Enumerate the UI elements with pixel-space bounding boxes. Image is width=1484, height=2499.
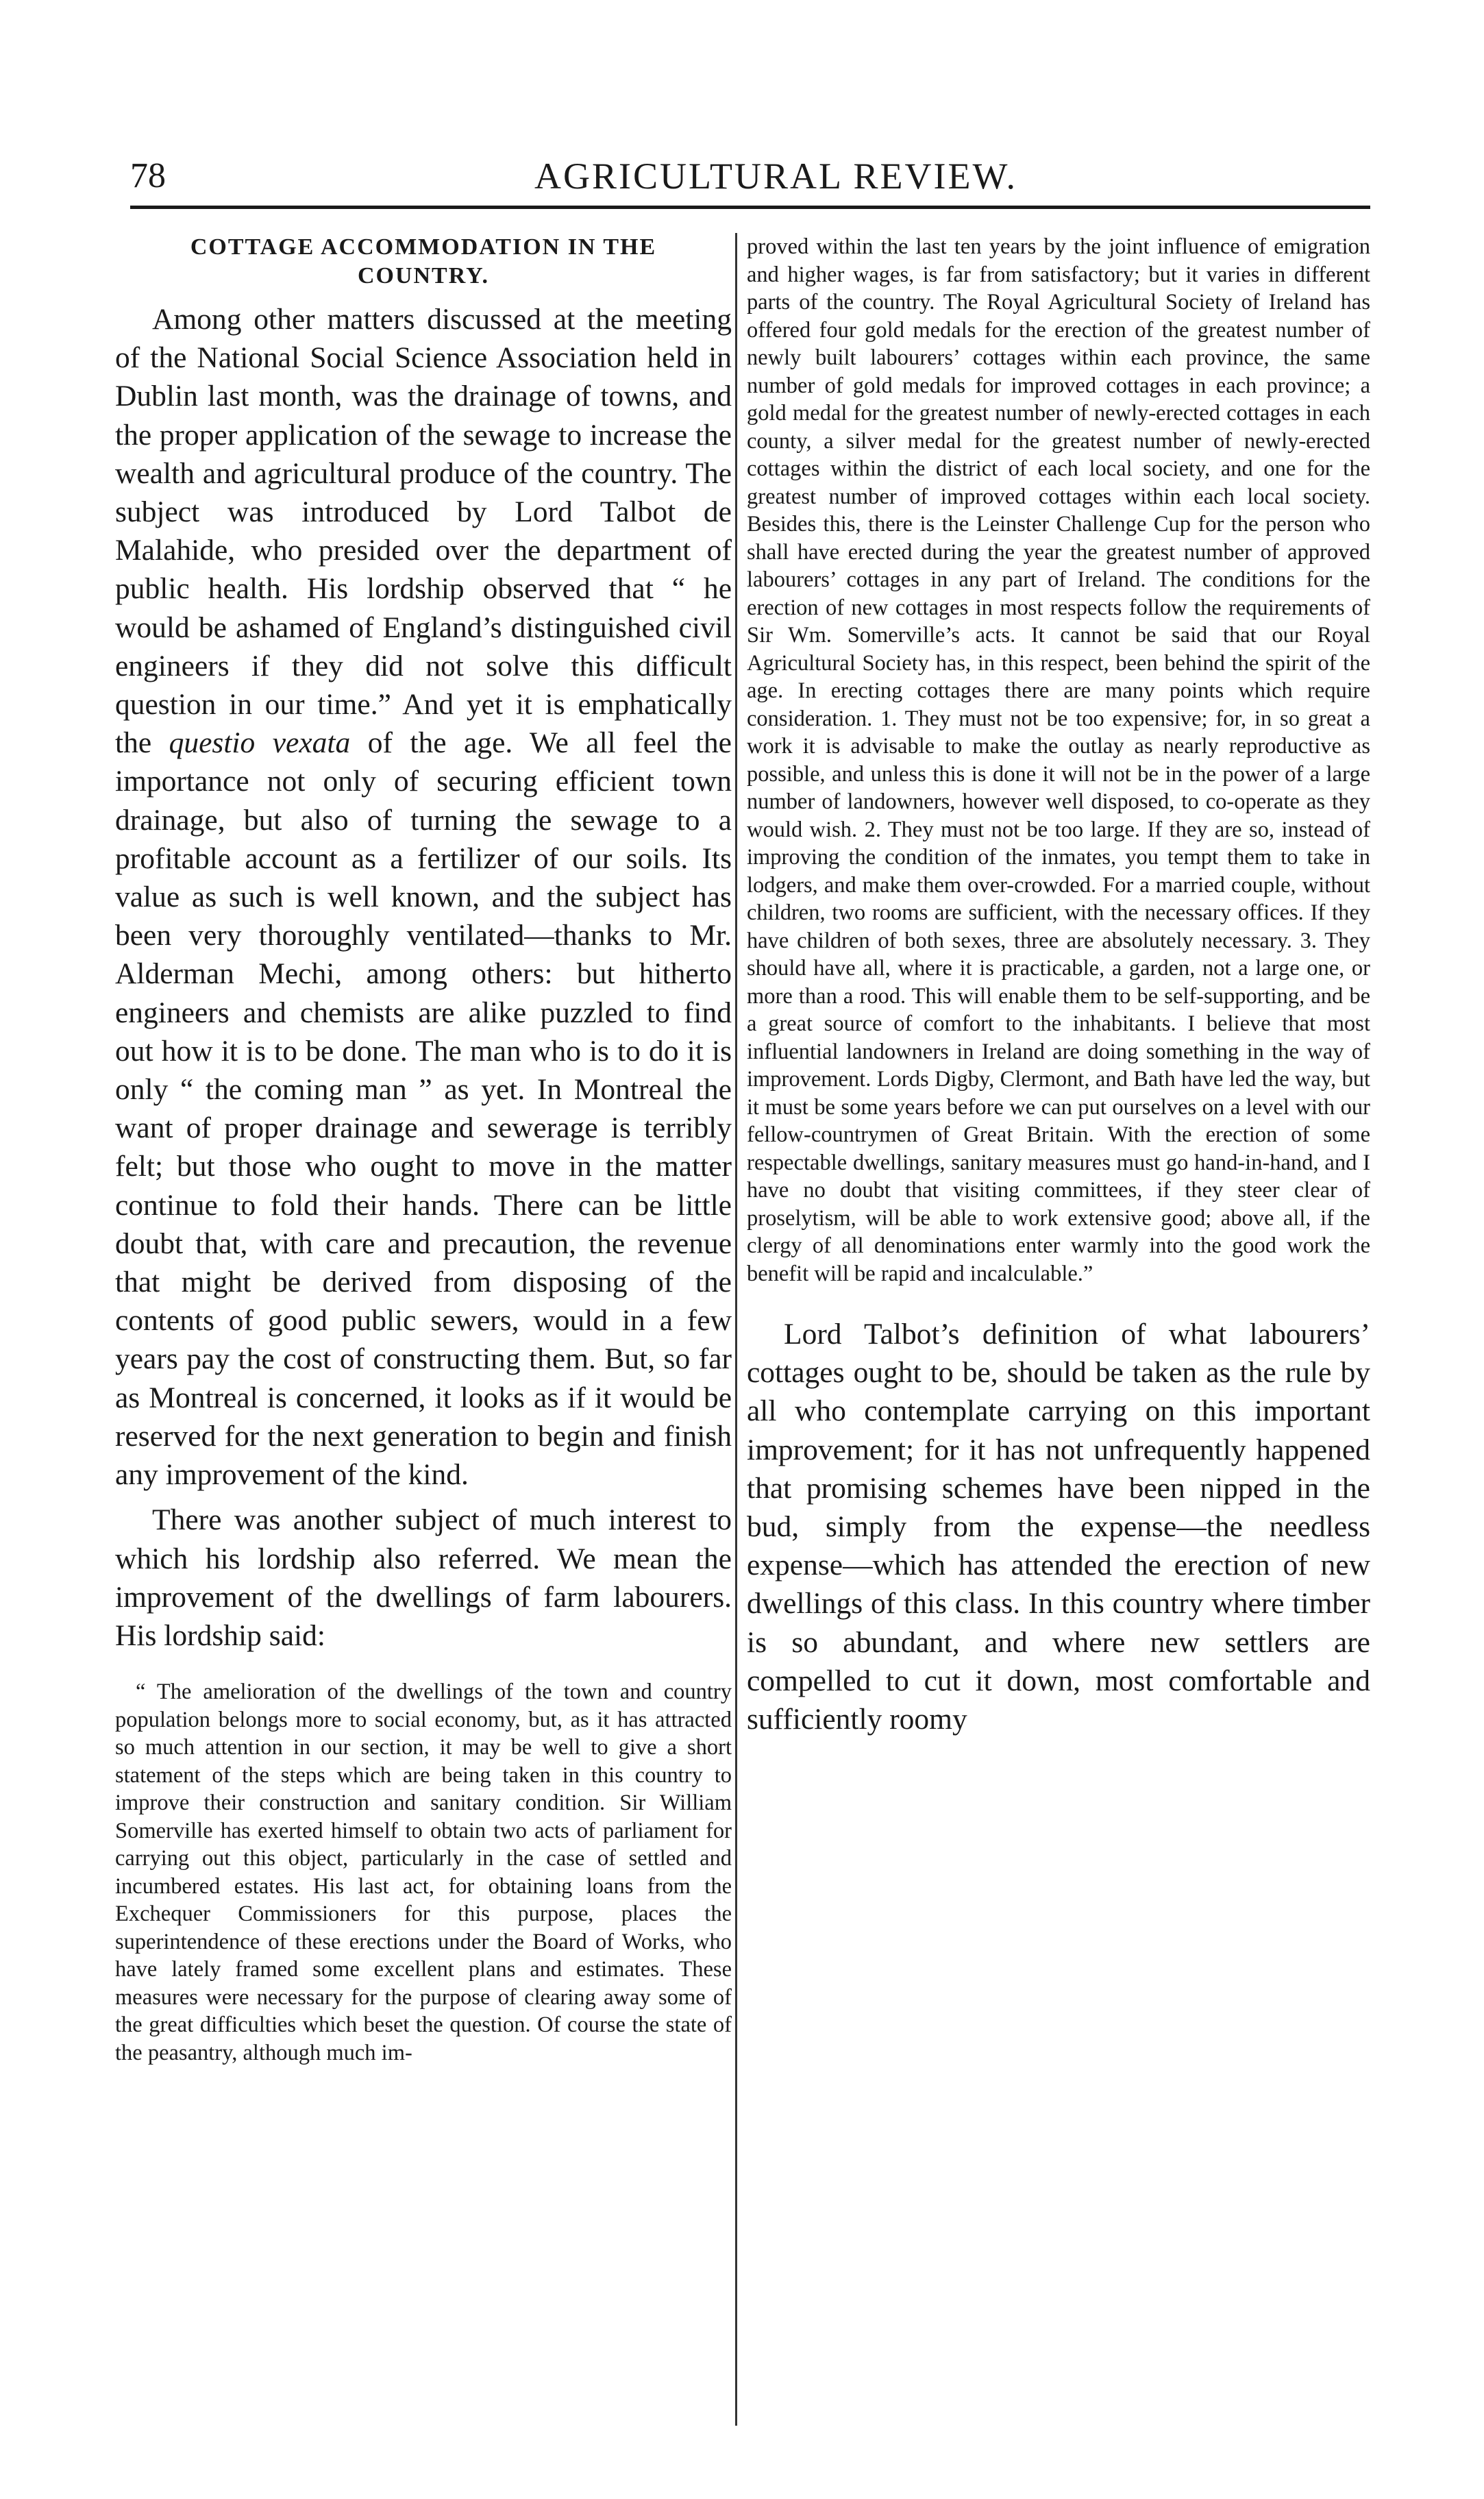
article-title: COTTAGE ACCOMMODATION IN THE COUNTRY. bbox=[190, 234, 657, 288]
right-column bbox=[747, 233, 1370, 1738]
page-number: 78 bbox=[130, 156, 166, 195]
latin-phrase: questio vexata bbox=[169, 726, 351, 760]
column-divider bbox=[735, 233, 737, 2426]
journal-title: AGRICULTURAL REVIEW. bbox=[534, 156, 1017, 197]
header-rule bbox=[130, 206, 1370, 209]
quotation-part2: proved within the last ten years by the joint influence of emigration and higher wages, is far from satisfactory; but it varies in different parts of the country. The Royal Agricultural Society of Ireland has offered four gold medals for the erection of the greatest number of newly built labourers’ cottages within each province, the same number of gold medals for improved cottages in each province; a gold medal for the greatest number of newly-erected cottages in each county, a silver medal for the greatest number of newly-erected cottages within the district of each local society, and one for the greatest number of improved cottages within each local society. Besides this, there is the Leinster Challenge Cup for the person who shall have erected during the year the greatest number of approved labourers’ cottages in any part of Ireland. The conditions for the erection of new cottages in most respects follow the requirements of Sir Wm. Somerville’s acts. It cannot be said that our Royal Agricultural Society has, in this respect, been behind the spirit of the age. In erecting cottages there are many points which require consideration. 1. They must not be too expensive; for, in so great a work it is advisable to make the outlay as nearly reproductive as possible, and unless this is done it will not be in the power of a large number of landowners, however well disposed, to co-operate as they would wish. 2. They must not be too large. If they are so, instead of improving the condition of the inmates, you tempt them to take in lodgers, and make them over-crowded. For a married couple, without children, two rooms are sufficient, with the necessary offices. If they have children of both sexes, three are absolutely necessary. 3. They should have all, where it is practicable, a garden, not a large one, or more than a rood. This will enable them to be self-supporting, and be a great source of comfort to the inhabitants. I believe that most influential landowners in Ireland are doing something in the way of improvement. Lords Digby, Clermont, and Bath have led the way, but it must be some years before we can put ourselves on a level with our fellow-countrymen of Great Britain. With the erection of some respectable dwellings, sanitary measures must go hand-in-hand, and I have no doubt that visiting committees, if they steer clear of proselytism, will be able to work extensive good; above all, if the clergy of all denominations enter warmly into the good work the benefit will be rapid and incalculable.” bbox=[747, 234, 1370, 1286]
paragraph-drainage-part1: Among other matters discussed at the meeting of the National Social Science Association held in Dublin last month, was the drainage of towns, and the proper application of the sewage to increase the wealth and agricultural produce of the country. The subject was introduced by Lord Talbot de Malahide, who presided over the department of public health. His lordship observed that “ he would be ashamed of England’s distinguished civil engineers if they did not solve this difficult question in our time.” And yet it is emphatically the bbox=[115, 303, 732, 760]
running-head bbox=[130, 152, 1363, 200]
paragraph-drainage bbox=[115, 300, 732, 1494]
left-column bbox=[115, 233, 732, 2067]
paragraph-drainage-part2: of the age. We all feel the importance not only of securing efficient town drainage, but also of turning the sewage to a profitable account as a fertilizer of our soils. Its value as such is well known, and the subject has been very thoroughly ventilated—thanks to Mr. Alderman Mechi, among others: but hitherto engineers and chemists are alike puzzled to find out how it is to be done. The man who is to do it is only “ the coming man ” as yet. In Montreal the want of proper drainage and sewerage is terribly felt; but those who ought to move in the matter continue to fold their hands. There can be little doubt that, with care and precaution, the revenue that might be derived from disposing of the contents of good public sewers, would in a few years pay the cost of constructing them. But, so far as Montreal is concerned, it looks as if it would be reserved for the next generation to begin and finish any improvement of the kind. bbox=[115, 726, 732, 1492]
paragraph-dwellings: There was another subject of much interest to which his lordship also referred. We mean the improvement of the dwellings of farm labourers. His lordship said: bbox=[115, 1503, 732, 1652]
paragraph-definition: Lord Talbot’s definition of what labourers’ cottages ought to be, should be taken as the rule by all who contemplate carrying on this important improvement; for it has not unfrequently happened that promising schemes have been nipped in the bud, simply from the expense—the needless expense—which has attended the erection of new dwellings of this class. In this country where timber is so abundant, and where new settlers are compelled to cut it down, most comfortable and sufficiently roomy bbox=[747, 1318, 1370, 1736]
quotation-part1: “ The amelioration of the dwellings of the town and country population belongs more to social economy, but, as it has attracted so much attention in our section, it may be well to give a short statement of the steps which are being taken in this country to improve their construction and sanitary condition. Sir William Somerville has exerted himself to obtain two acts of parliament for carrying out this object, particularly in the case of settled and incumbered estates. His last act, for obtaining loans from the Exchequer Commissioners for this purpose, places the superintendence of these erections under the Board of Works, who have lately framed some excellent plans and estimates. These measures were necessary for the purpose of clearing away some of the great difficulties which beset the question. Of course the state of the peasantry, although much im- bbox=[115, 1679, 732, 2065]
